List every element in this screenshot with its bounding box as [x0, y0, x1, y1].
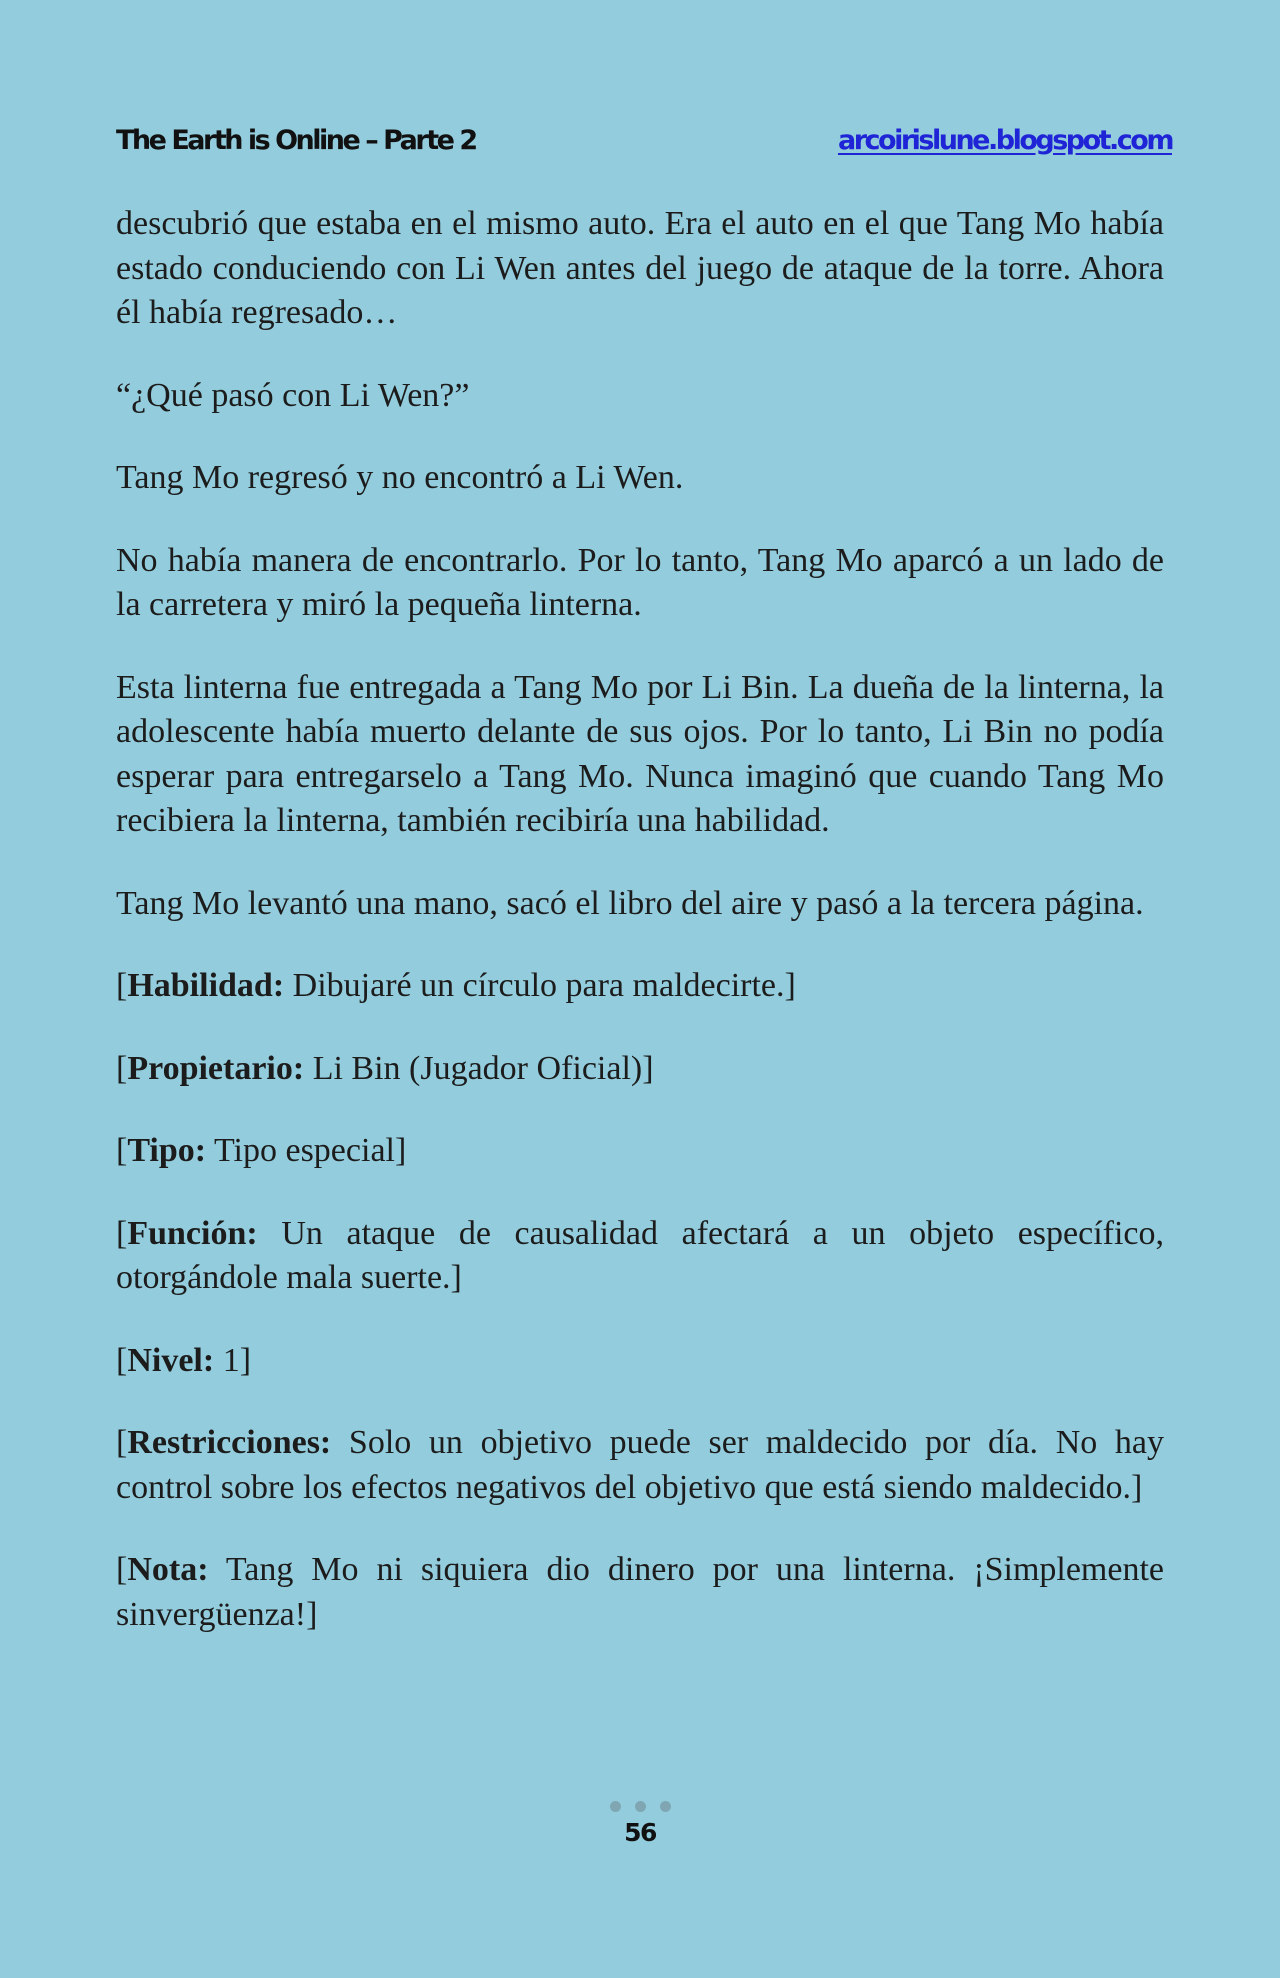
field-label: Restricciones: — [127, 1424, 332, 1461]
dot-icon — [635, 1801, 646, 1812]
page-body — [116, 202, 1164, 1675]
field-value: Dibujaré un círculo para maldecirte. — [292, 967, 785, 1004]
page-footer — [0, 1800, 1280, 1847]
book-title: The Earth is Online – Parte 2 — [116, 124, 476, 156]
field-label: Nota: — [127, 1551, 209, 1588]
skill-field-nota: [Nota: Tang Mo ni siquiera dio dinero por una linterna. ¡Simplemente sinvergüenza!] — [116, 1551, 1164, 1633]
field-value: Un ataque de causalidad afectará a un objeto específico, otorgándole mala suerte. — [116, 1214, 1165, 1296]
field-value: Li Bin (Jugador Oficial) — [312, 1049, 643, 1087]
field-label: Propietario: — [127, 1049, 305, 1087]
skill-field-propietario: [Propietario: Li Bin (Jugador Oficial)] — [116, 1049, 654, 1087]
skill-field-funcion: [Función: Un ataque de causalidad afectará a un objeto específico, otorgándole mala suerte.] — [116, 1214, 1165, 1296]
paragraph: No había manera de encontrarlo. Por lo tanto, Tang Mo aparcó a un lado de la carretera y miró la pequeña linterna. — [116, 541, 1164, 623]
paragraph: Tang Mo regresó y no encontró a Li Wen. — [116, 459, 684, 496]
field-label: Función: — [127, 1214, 258, 1252]
dot-icon — [660, 1801, 671, 1812]
paragraph: descubrió que estaba en el mismo auto. Era el auto en el que Tang Mo había estado conduciendo con Li Wen antes del juego de ataque de la torre. Ahora él había regresado… — [116, 205, 1164, 331]
paragraph: Tang Mo levantó una mano, sacó el libro del aire y pasó a la tercera página. — [116, 884, 1144, 922]
field-value: Solo un objetivo puede ser maldecido por día. No hay control sobre los efectos negativos del objetivo que está siendo maldecido. — [116, 1424, 1164, 1506]
field-value: Tipo especial — [213, 1132, 395, 1169]
field-label: Tipo: — [127, 1132, 207, 1169]
page-dots-ornament — [0, 1800, 1280, 1812]
skill-field-nivel: [Nivel: 1] — [116, 1341, 252, 1379]
field-value: 1 — [222, 1341, 240, 1379]
field-label: Nivel: — [127, 1341, 215, 1379]
field-label: Habilidad: — [127, 967, 285, 1004]
field-value: Tang Mo ni siquiera dio dinero por una linterna. ¡Simplemente sinvergüenza! — [116, 1551, 1164, 1633]
page-number: 56 — [624, 1818, 656, 1847]
skill-field-tipo: [Tipo: Tipo especial] — [116, 1132, 407, 1169]
skill-field-restricciones: [Restricciones: Solo un objetivo puede ser maldecido por día. No hay control sobre los efectos negativos del objetivo que está siendo maldecido.] — [116, 1424, 1164, 1506]
page-header — [116, 118, 1172, 162]
paragraph: “¿Qué pasó con Li Wen?” — [116, 376, 470, 414]
dot-icon — [610, 1801, 621, 1812]
blog-link[interactable]: arcoirislune.blogspot.com — [837, 124, 1172, 156]
paragraph: Esta linterna fue entregada a Tang Mo por Li Bin. La dueña de la linterna, la adolescente había muerto delante de sus ojos. Por lo tanto, Li Bin no podía esperar para entregarselo a Tang Mo. Nunca imaginó que cuando Tang Mo recibiera la linterna, también recibiría una habilidad. — [116, 668, 1164, 839]
skill-field-habilidad: [Habilidad: Dibujaré un círculo para maldecirte.] — [116, 967, 796, 1004]
